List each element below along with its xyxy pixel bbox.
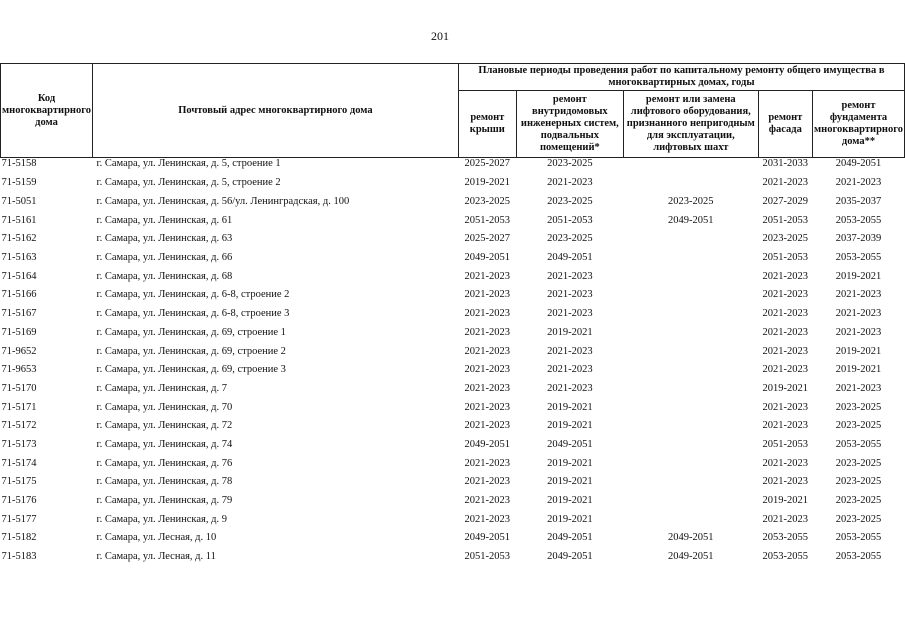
table-row [1, 286, 905, 305]
cell-foundation: 2053-2055 [835, 551, 882, 563]
cell-address: г. Самара, ул. Ленинская, д. 66 [96, 252, 233, 264]
cell-code: 71-5169 [1, 326, 37, 338]
cell-internal-systems: 2023-2025 [547, 158, 593, 169]
cell-address: г. Самара, ул. Ленинская, д. 69, строение 3 [96, 364, 286, 376]
cell-foundation: 2021-2023 [835, 382, 882, 394]
header-planned-periods: Плановые периоды проведения работ по капитальному ремонту общего имущества в многоквартирных домах, годы [458, 64, 904, 91]
cell-roof: 2021-2023 [464, 345, 511, 357]
cell-roof: 2021-2023 [464, 308, 511, 320]
cell-code: 71-5173 [1, 438, 37, 450]
cell-roof: 2051-2053 [464, 214, 511, 226]
table-row [1, 436, 905, 455]
cell-foundation: 2021-2023 [835, 177, 882, 189]
table-row [1, 267, 905, 286]
cell-address: г. Самара, ул. Ленинская, д. 6-8, строение 2 [96, 289, 290, 301]
cell-code: 71-5167 [1, 308, 37, 320]
cell-roof: 2019-2021 [464, 177, 511, 189]
cell-code: 71-5183 [1, 551, 37, 563]
cell-facade: 2051-2053 [762, 438, 809, 450]
cell-internal-systems: 2019-2021 [547, 457, 593, 469]
cell-internal-systems: 2019-2021 [547, 476, 593, 488]
table-row [1, 529, 905, 548]
cell-facade: 2019-2021 [762, 495, 809, 507]
cell-facade: 2021-2023 [762, 345, 809, 357]
cell-address: г. Самара, ул. Ленинская, д. 76 [96, 457, 233, 469]
cell-facade: 2021-2023 [762, 308, 809, 320]
table-row [1, 342, 905, 361]
cell-internal-systems: 2019-2021 [547, 401, 593, 413]
cell-elevator [623, 324, 758, 343]
cell-facade: 2027-2029 [762, 196, 809, 208]
header-facade: ремонт фасада [758, 91, 812, 158]
cell-code: 71-5172 [1, 420, 37, 432]
cell-internal-systems: 2021-2023 [547, 177, 593, 189]
cell-code: 71-5175 [1, 476, 37, 488]
cell-foundation: 2023-2025 [835, 420, 882, 432]
cell-foundation: 2023-2025 [835, 401, 882, 413]
capital-repair-schedule-table [0, 63, 905, 566]
cell-internal-systems: 2019-2021 [547, 495, 593, 507]
cell-foundation: 2019-2021 [835, 364, 882, 376]
cell-elevator [623, 305, 758, 324]
cell-code: 71-5161 [1, 214, 37, 226]
cell-internal-systems: 2021-2023 [547, 308, 593, 320]
cell-foundation: 2023-2025 [835, 513, 882, 525]
cell-roof: 2051-2053 [464, 551, 511, 563]
cell-elevator [623, 267, 758, 286]
cell-roof: 2049-2051 [464, 252, 511, 264]
table-row [1, 230, 905, 249]
cell-elevator [623, 158, 758, 175]
cell-foundation: 2019-2021 [835, 270, 882, 282]
cell-elevator [623, 454, 758, 473]
cell-code: 71-5177 [1, 513, 37, 525]
cell-code: 71-5162 [1, 233, 37, 245]
cell-internal-systems: 2019-2021 [547, 326, 593, 338]
cell-internal-systems: 2019-2021 [547, 420, 593, 432]
table-row [1, 305, 905, 324]
cell-roof: 2021-2023 [464, 476, 511, 488]
cell-facade: 2031-2033 [762, 158, 809, 169]
cell-foundation: 2021-2023 [835, 326, 882, 338]
cell-elevator [623, 174, 758, 193]
cell-roof: 2049-2051 [464, 532, 511, 544]
table-row [1, 174, 905, 193]
cell-roof: 2021-2023 [464, 364, 511, 376]
cell-internal-systems: 2021-2023 [547, 270, 593, 282]
cell-facade: 2021-2023 [762, 289, 809, 301]
cell-internal-systems: 2049-2051 [547, 252, 593, 264]
table-row [1, 380, 905, 399]
table-row [1, 324, 905, 343]
cell-internal-systems: 2049-2051 [547, 532, 593, 544]
cell-foundation: 2035-2037 [835, 196, 882, 208]
cell-code: 71-9652 [1, 345, 37, 357]
cell-address: г. Самара, ул. Ленинская, д. 9 [96, 513, 227, 525]
cell-roof: 2025-2027 [464, 233, 511, 245]
table-row [1, 548, 905, 567]
cell-elevator [623, 249, 758, 268]
cell-address: г. Самара, ул. Ленинская, д. 5, строение 2 [96, 177, 281, 189]
cell-elevator [623, 342, 758, 361]
cell-foundation: 2019-2021 [835, 345, 882, 357]
table-row [1, 454, 905, 473]
cell-roof: 2021-2023 [464, 289, 511, 301]
cell-internal-systems: 2021-2023 [547, 382, 593, 394]
cell-address: г. Самара, ул. Ленинская, д. 74 [96, 438, 233, 450]
cell-address: г. Самара, ул. Ленинская, д. 79 [96, 495, 233, 507]
table-row [1, 361, 905, 380]
cell-roof: 2021-2023 [464, 382, 511, 394]
cell-foundation: 2023-2025 [835, 457, 882, 469]
cell-foundation: 2053-2055 [835, 214, 882, 226]
cell-elevator: 2049-2051 [668, 214, 714, 226]
cell-address: г. Самара, ул. Ленинская, д. 6-8, строение 3 [96, 308, 290, 320]
cell-facade: 2021-2023 [762, 270, 809, 282]
header-foundation: ремонт фундамента многоквартирного дома** [812, 91, 904, 158]
cell-elevator [623, 361, 758, 380]
cell-code: 71-5182 [1, 532, 37, 544]
cell-roof: 2021-2023 [464, 457, 511, 469]
cell-code: 71-5051 [1, 196, 37, 208]
cell-code: 71-5170 [1, 382, 37, 394]
table-body [1, 158, 905, 567]
cell-facade: 2023-2025 [762, 233, 809, 245]
cell-code: 71-5159 [1, 177, 37, 189]
cell-elevator: 2023-2025 [668, 196, 714, 208]
cell-facade: 2021-2023 [762, 326, 809, 338]
cell-facade: 2019-2021 [762, 382, 809, 394]
cell-code: 71-5163 [1, 252, 37, 264]
cell-internal-systems: 2021-2023 [547, 364, 593, 376]
cell-elevator [623, 417, 758, 436]
header-address: Почтовый адрес многоквартирного дома [92, 64, 458, 158]
cell-elevator [623, 492, 758, 511]
cell-facade: 2021-2023 [762, 364, 809, 376]
cell-elevator [623, 436, 758, 455]
cell-elevator: 2049-2051 [668, 532, 714, 544]
table-row [1, 510, 905, 529]
cell-facade: 2051-2053 [762, 214, 809, 226]
cell-foundation: 2037-2039 [835, 233, 882, 245]
cell-address: г. Самара, ул. Ленинская, д. 56/ул. Ленинградская, д. 100 [96, 196, 350, 208]
cell-address: г. Самара, ул. Лесная, д. 11 [96, 551, 216, 563]
cell-internal-systems: 2023-2025 [547, 233, 593, 245]
cell-internal-systems: 2019-2021 [547, 513, 593, 525]
cell-address: г. Самара, ул. Ленинская, д. 5, строение 1 [96, 158, 281, 169]
cell-facade: 2053-2055 [762, 551, 809, 563]
cell-address: г. Самара, ул. Ленинская, д. 70 [96, 401, 233, 413]
cell-code: 71-9653 [1, 364, 37, 376]
cell-address: г. Самара, ул. Ленинская, д. 69, строение 2 [96, 345, 286, 357]
cell-code: 71-5176 [1, 495, 37, 507]
cell-foundation: 2053-2055 [835, 532, 882, 544]
cell-roof: 2021-2023 [464, 270, 511, 282]
cell-internal-systems: 2049-2051 [547, 438, 593, 450]
cell-foundation: 2021-2023 [835, 308, 882, 320]
header-roof: ремонт крыши [458, 91, 516, 158]
cell-code: 71-5174 [1, 457, 37, 469]
cell-roof: 2021-2023 [464, 513, 511, 525]
header-internal-systems: ремонт внутридомовых инженерных систем, подвальных помещений* [516, 91, 623, 158]
cell-elevator [623, 473, 758, 492]
cell-facade: 2021-2023 [762, 513, 809, 525]
cell-elevator [623, 398, 758, 417]
cell-elevator [623, 380, 758, 399]
cell-elevator [623, 510, 758, 529]
cell-internal-systems: 2049-2051 [547, 551, 593, 563]
cell-roof: 2021-2023 [464, 401, 511, 413]
cell-code: 71-5171 [1, 401, 37, 413]
cell-foundation: 2023-2025 [835, 495, 882, 507]
cell-roof: 2023-2025 [464, 196, 511, 208]
table-row [1, 492, 905, 511]
cell-address: г. Самара, ул. Ленинская, д. 72 [96, 420, 233, 432]
cell-address: г. Самара, ул. Ленинская, д. 7 [96, 382, 227, 394]
cell-foundation: 2053-2055 [835, 252, 882, 264]
cell-facade: 2053-2055 [762, 532, 809, 544]
cell-roof: 2049-2051 [464, 438, 511, 450]
cell-elevator [623, 286, 758, 305]
page-number: 201 [431, 29, 449, 43]
header-code: Код многоквартирного дома [1, 64, 93, 158]
cell-internal-systems: 2021-2023 [547, 289, 593, 301]
cell-address: г. Самара, ул. Ленинская, д. 78 [96, 476, 233, 488]
cell-code: 71-5164 [1, 270, 37, 282]
table-row [1, 249, 905, 268]
table-row [1, 473, 905, 492]
header-elevator: ремонт или замена лифтового оборудования, признанного непригодным для эксплуатации, лифтовых шахт [623, 91, 758, 158]
cell-foundation: 2049-2051 [835, 158, 882, 169]
cell-code: 71-5158 [1, 158, 37, 169]
cell-facade: 2051-2053 [762, 252, 809, 264]
cell-address: г. Самара, ул. Ленинская, д. 63 [96, 233, 233, 245]
cell-address: г. Самара, ул. Ленинская, д. 68 [96, 270, 233, 282]
cell-facade: 2021-2023 [762, 457, 809, 469]
cell-foundation: 2023-2025 [835, 476, 882, 488]
cell-internal-systems: 2023-2025 [547, 196, 593, 208]
cell-internal-systems: 2051-2053 [547, 214, 593, 226]
cell-address: г. Самара, ул. Лесная, д. 10 [96, 532, 217, 544]
cell-roof: 2025-2027 [464, 158, 511, 169]
cell-address: г. Самара, ул. Ленинская, д. 69, строение 1 [96, 326, 286, 338]
cell-elevator [623, 230, 758, 249]
table-row [1, 211, 905, 230]
table-row [1, 417, 905, 436]
cell-foundation: 2053-2055 [835, 438, 882, 450]
table-row [1, 158, 905, 175]
cell-facade: 2021-2023 [762, 401, 809, 413]
cell-facade: 2021-2023 [762, 476, 809, 488]
cell-roof: 2021-2023 [464, 495, 511, 507]
table-row [1, 193, 905, 212]
cell-address: г. Самара, ул. Ленинская, д. 61 [96, 214, 233, 226]
cell-code: 71-5166 [1, 289, 37, 301]
table-row [1, 398, 905, 417]
cell-elevator: 2049-2051 [668, 551, 714, 563]
cell-roof: 2021-2023 [464, 420, 511, 432]
cell-roof: 2021-2023 [464, 326, 511, 338]
cell-facade: 2021-2023 [762, 177, 809, 189]
cell-internal-systems: 2021-2023 [547, 345, 593, 357]
cell-foundation: 2021-2023 [835, 289, 882, 301]
cell-facade: 2021-2023 [762, 420, 809, 432]
